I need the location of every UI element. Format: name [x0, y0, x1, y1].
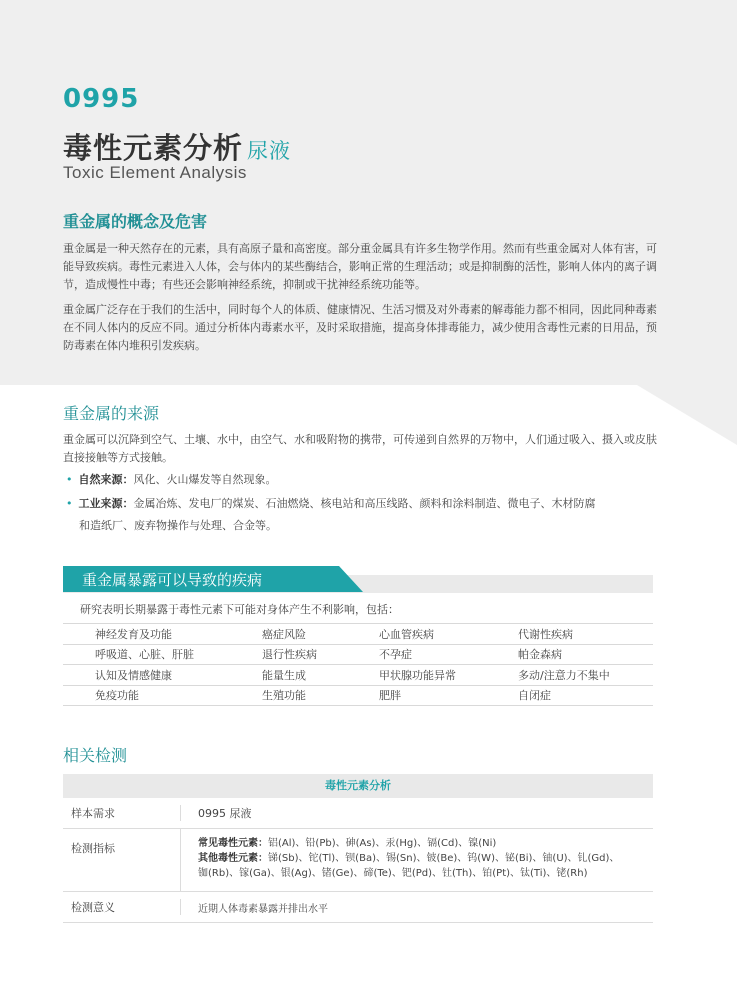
- bullet-industrial-label: 工业来源：: [78, 497, 134, 510]
- disease-cell: 神经发育及功能: [95, 627, 172, 641]
- other-elements-value: 锑(Sb)、铊(Tl)、钡(Ba)、锡(Sn)、铍(Be)、钨(W)、铋(Bi)、铀(U)、钆(Gd)、: [268, 853, 620, 864]
- bullet-natural-label: 自然来源：: [78, 473, 134, 486]
- bullet-industrial: [66, 493, 666, 537]
- other-elements-value-2: 铷(Rb)、镓(Ga)、银(Ag)、锗(Ge)、碲(Te)、钯(Pd)、钍(Th)、铂(Pt)、钛(Ti)、铑(Rh): [198, 868, 588, 879]
- bullet-industrial-text: 金属冶炼、发电厂的煤炭、石油燃烧、核电站和高压线路、颜料和涂料制造、微电子、木材防腐: [133, 497, 596, 510]
- disease-cell: 呼吸道、心脏、肝脏: [95, 648, 194, 662]
- bullet-dot: •: [66, 497, 73, 510]
- disease-cell: 心血管疾病: [379, 627, 434, 641]
- meaning-label: 检测意义: [63, 899, 181, 915]
- bullet-industrial-text-2: 和造纸厂、废弃物操作与处理、合金等。: [79, 519, 277, 532]
- concept-heading: 重金属的概念及危害: [63, 212, 208, 231]
- disease-cell: 不孕症: [379, 648, 412, 662]
- disease-cell: 认知及情感健康: [95, 668, 172, 682]
- concept-paragraph-2: 重金属广泛存在于我们的生活中，同时每个人的体质、健康情况、生活习惯及对外毒素的解毒能力都不相同，因此同种毒素在不同人体内的反应不同。通过分析体内毒素水平，及时采取措施，提高身体排毒能力，减少使用含毒性元素的日用品，预防毒素在体内堆积引发疾病。: [63, 303, 657, 352]
- sources-paragraph: 重金属可以沉降到空气、土壤、水中，由空气、水和吸附物的携带，可传递到自然界的万物中，人们通过吸入、摄入或皮肤直接接触等方式接触。: [63, 433, 657, 464]
- disease-cell: 帕金森病: [518, 648, 562, 662]
- table-row-sample: [63, 798, 653, 829]
- disease-cell: 多动/注意力不集中: [518, 668, 610, 682]
- disease-row: [63, 685, 653, 707]
- disease-cell: 代谢性疾病: [518, 627, 573, 641]
- sample-value: 0995 尿液: [198, 807, 252, 820]
- common-elements-value: 铝(Al)、铅(Pb)、砷(As)、汞(Hg)、镉(Cd)、镍(Ni): [268, 838, 497, 849]
- testing-heading: 相关检测: [63, 746, 128, 765]
- bullet-dot: •: [66, 473, 73, 486]
- sources-heading: 重金属的来源: [63, 404, 160, 423]
- index-label: 检测指标: [63, 829, 181, 891]
- disease-cell: 癌症风险: [262, 627, 306, 641]
- meaning-value: 近期人体毒素暴露并排出水平: [198, 903, 328, 915]
- disease-cell: 能量生成: [262, 668, 306, 682]
- table-row-index: [63, 829, 653, 892]
- disease-row: [63, 664, 653, 685]
- other-elements-label: 其他毒性元素：: [198, 853, 268, 864]
- testing-table-title: 毒性元素分析: [63, 774, 653, 798]
- disease-grid: [63, 623, 653, 706]
- disease-cell: 甲状腺功能异常: [379, 668, 456, 682]
- disease-row: [63, 623, 653, 644]
- title-subtitle: 尿液: [247, 139, 292, 163]
- disease-cell: 免疫功能: [95, 689, 139, 703]
- concept-paragraph-1: 重金属是一种天然存在的元素，具有高原子量和高密度。部分重金属具有许多生物学作用。然而有些重金属对人体有害，可能导致疾病。毒性元素进入人体，会与体内的某些酶结合，影响正常的生理活动；或是抑制酶的活性，影响人体内的离子调节，造成慢性中毒；有些还会影响神经系统，抑制或干扰神经系统功能等。: [63, 242, 657, 291]
- disease-cell: 肥胖: [379, 689, 401, 703]
- title-main: 毒性元素分析: [63, 131, 244, 165]
- diseases-banner-text: 重金属暴露可以导致的疾病: [82, 571, 263, 589]
- product-code: 0995: [63, 84, 140, 114]
- disease-cell: 退行性疾病: [262, 648, 317, 662]
- diseases-intro: 研究表明长期暴露于毒性元素下可能对身体产生不利影响，包括：: [80, 603, 399, 616]
- bullet-natural-text: 风化、火山爆发等自然现象。: [133, 473, 277, 486]
- page-title: [63, 126, 291, 167]
- disease-cell: 生殖功能: [262, 689, 306, 703]
- testing-table: [63, 774, 653, 923]
- disease-cell: 自闭症: [518, 689, 551, 703]
- common-elements-label: 常见毒性元素：: [198, 838, 268, 849]
- english-title: Toxic Element Analysis: [63, 163, 247, 182]
- index-value: [181, 829, 653, 891]
- disease-row: [63, 644, 653, 665]
- bullet-natural: [66, 469, 666, 491]
- sample-label: 样本需求: [63, 805, 181, 821]
- table-row-meaning: [63, 892, 653, 923]
